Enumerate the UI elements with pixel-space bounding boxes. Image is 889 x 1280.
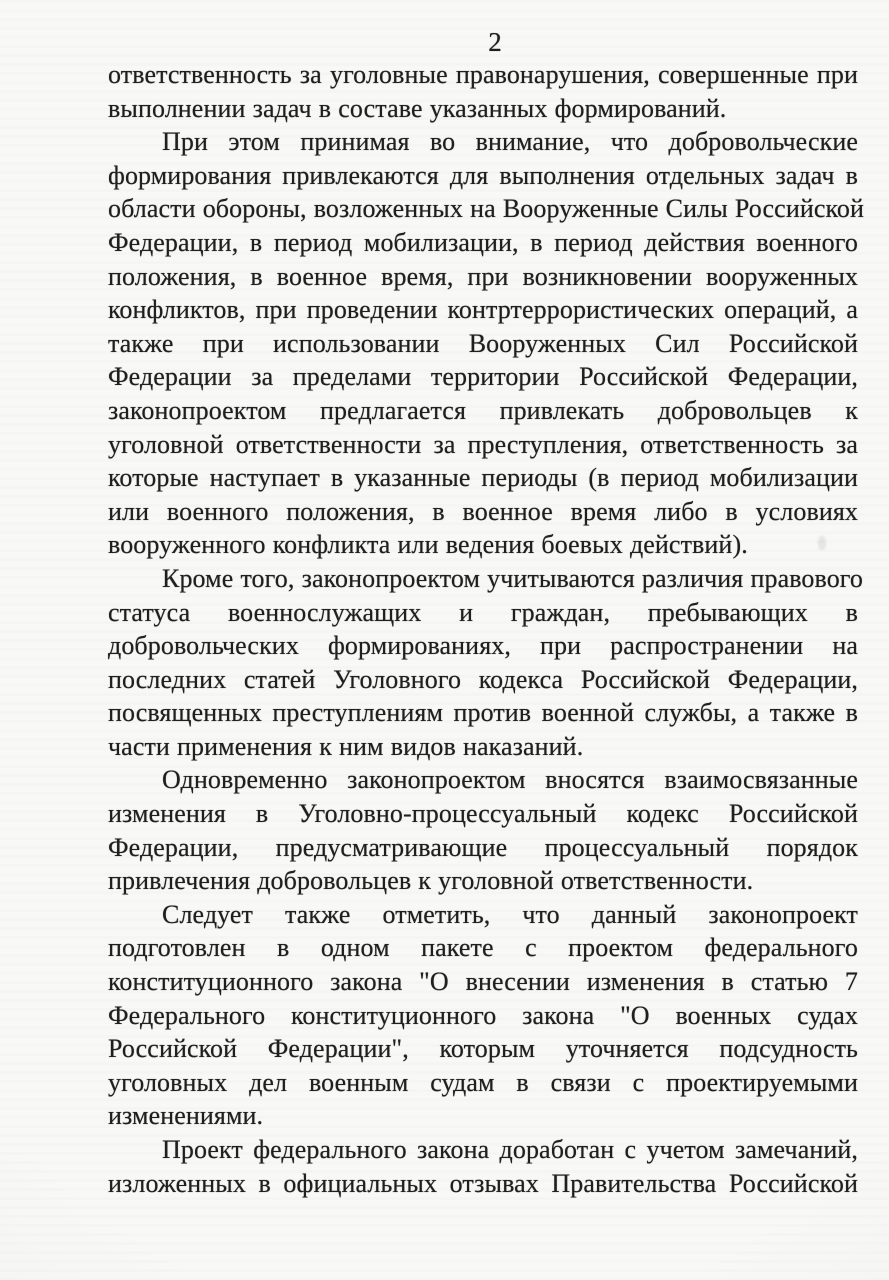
text-line: законопроектом предлагается привлекать добровольцев к (108, 395, 858, 425)
text-line: Кроме того, законопроектом учитываются различия правового (162, 563, 864, 593)
text-line: также при использовании Вооруженных Сил Российской (108, 328, 858, 358)
text-line: части применения к ним видов наказаний. (108, 731, 584, 761)
text-line: Одновременно законопроектом вносятся взаимосвязанные (162, 765, 858, 795)
text-line: ответственность за уголовные правонарушения, совершенные при (108, 60, 858, 89)
text-line: подготовлен в одном пакете с проектом федерального (108, 933, 858, 963)
text-line: уголовных дел военным судам в связи с проектируемыми (108, 1067, 858, 1097)
paragraph (108, 125, 865, 562)
page-number: 2 (488, 27, 502, 57)
text-line: конституционного закона "О внесении изменения в статью 7 (108, 967, 858, 997)
text-line: положения, в военное время, при возникновении вооруженных (108, 261, 858, 291)
text-line: которые наступает в указанные периоды (в период мобилизации (108, 463, 858, 493)
text-line: Российской Федерации", которым уточняется подсудность (108, 1034, 858, 1064)
text-line: области обороны, возложенных на Вооруженные Силы Российской (108, 194, 865, 224)
paragraph (108, 763, 858, 897)
paragraph (108, 1133, 858, 1200)
text-line: изменениями. (108, 1101, 264, 1131)
text-line: Следует также отметить, что данный законопроект (162, 899, 858, 929)
text-line: выполнении задач в составе указанных формирований. (108, 93, 727, 123)
text-line: изменения в Уголовно-процессуальный кодекс Российской (108, 799, 858, 829)
text-line: Федерации, в период мобилизации, в период действия военного (108, 227, 858, 257)
text-line: Федерации, предусматривающие процессуальный порядок (108, 832, 858, 862)
text-line: Федерации за пределами территории Российской Федерации, (108, 362, 858, 392)
text-line: привлечения добровольцев к уголовной ответственности. (108, 866, 754, 896)
text-line: уголовной ответственности за преступления, ответственность за (108, 429, 858, 459)
text-line: При этом принимая во внимание, что добровольческие (162, 127, 858, 157)
text-line: или военного положения, в военное время либо в условиях (108, 496, 858, 526)
paragraph (108, 898, 858, 1133)
text-line: вооруженного конфликта или ведения боевых действий). (108, 530, 748, 560)
document-body (108, 58, 865, 1200)
paragraph (108, 58, 858, 125)
text-line: посвященных преступлениям против военной службы, а также в (108, 698, 858, 728)
text-line: Федерального конституционного закона "О военных судах (108, 1000, 858, 1030)
text-line: последних статей Уголовного кодекса Российской Федерации, (108, 664, 858, 694)
text-line: Проект федерального закона доработан с учетом замечаний, (162, 1135, 858, 1164)
scan-smudge-artifact (818, 536, 826, 550)
text-line: добровольческих формированиях, при распространении на (108, 631, 858, 661)
text-line: формирования привлекаются для выполнения отдельных задач в (108, 160, 858, 190)
text-line: статуса военнослужащих и граждан, пребывающих в (108, 597, 858, 627)
text-line: конфликтов, при проведении контртеррористических операций, а (108, 295, 858, 325)
text-line: изложенных в официальных отзывах Правительства Российской (108, 1168, 858, 1198)
paragraph (108, 562, 864, 764)
